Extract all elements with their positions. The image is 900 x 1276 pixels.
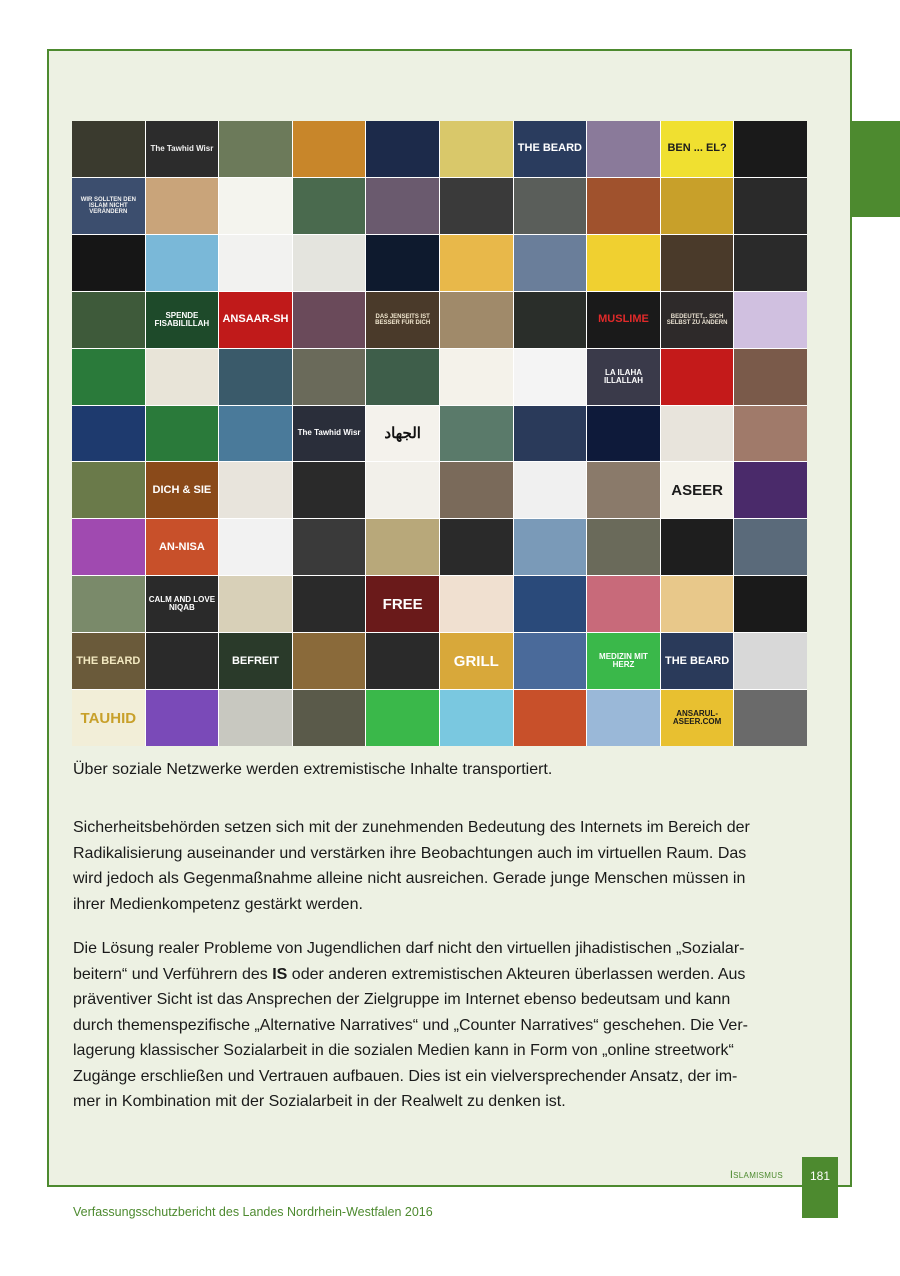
footer-publication-title: Verfassungsschutzbericht des Landes Nordrhein-Westfalen 2016 (73, 1205, 433, 1219)
collage-tile-text: ASEER (671, 481, 723, 499)
paragraph-1-line: Radikalisierung auseinander und verstärken ihre Beobachtungen auch im virtuellen Raum. Das (73, 844, 747, 862)
collage-tile (514, 349, 587, 405)
collage-tile (293, 121, 366, 177)
collage-tile-text: LA ILAHA ILLALLAH (603, 367, 644, 385)
collage-tile (72, 462, 145, 518)
page-number: 181 (802, 1157, 838, 1218)
collage-tile (661, 690, 734, 746)
collage-tile (146, 178, 219, 234)
collage-tile (219, 633, 292, 689)
collage-tile (587, 235, 660, 291)
collage-tile (587, 633, 660, 689)
collage-tile (72, 519, 145, 575)
collage-tile (219, 406, 292, 462)
collage-tile (661, 235, 734, 291)
collage-tile (587, 462, 660, 518)
collage-tile-text: MEDIZIN MIT HERZ (599, 652, 648, 670)
collage-tile (146, 235, 219, 291)
collage-tile (440, 633, 513, 689)
collage-tile (146, 121, 219, 177)
collage-tile-text: DICH & SIE (152, 483, 212, 496)
collage-tile (661, 349, 734, 405)
collage-tile (293, 406, 366, 462)
collage-tile (734, 690, 807, 746)
collage-tile (440, 576, 513, 632)
collage-tile (734, 292, 807, 348)
collage-tile-text: ANSAAR-SH (222, 313, 289, 326)
collage-tile (219, 178, 292, 234)
collage-tile-text: GRILL (453, 652, 499, 670)
collage-tile (440, 121, 513, 177)
collage-tile (587, 178, 660, 234)
collage-tile (293, 235, 366, 291)
collage-tile (366, 235, 439, 291)
collage-tile (661, 121, 734, 177)
collage-tile (219, 519, 292, 575)
collage-tile (440, 690, 513, 746)
collage-tile (219, 690, 292, 746)
collage-tile (440, 235, 513, 291)
collage-tile (72, 576, 145, 632)
collage-tile (734, 121, 807, 177)
collage-tile (293, 349, 366, 405)
collage-tile-text: WIR SOLLTEN DEN ISLAM NICHT VERÄNDERN (80, 196, 136, 215)
collage-tile (366, 462, 439, 518)
collage-tile (587, 292, 660, 348)
collage-tile (366, 576, 439, 632)
collage-tile-text: THE BEARD (665, 654, 730, 667)
collage-tile-text: الجهاد (384, 424, 421, 442)
collage-tile (661, 178, 734, 234)
collage-tile (72, 235, 145, 291)
collage-tile (661, 519, 734, 575)
collage-tile (440, 292, 513, 348)
collage-tile (514, 406, 587, 462)
collage-tile (366, 178, 439, 234)
collage-tile (146, 406, 219, 462)
paragraph-1-line: Sicherheitsbehörden setzen sich mit der zunehmenden Bedeutung des Internets im Bereich der (73, 819, 750, 836)
collage-tile-text: CALM AND LOVE NIQAB (148, 595, 216, 613)
collage-tile (587, 406, 660, 462)
collage-tile (440, 349, 513, 405)
paragraph-2-line: lagerung klassischer Sozialarbeit in die sozialen Medien kann in Form von „online streetwork“ (73, 1042, 734, 1059)
collage-tile (72, 121, 145, 177)
collage-tile-text: THE BEARD (76, 654, 141, 667)
collage-tile (734, 235, 807, 291)
collage-tile (514, 633, 587, 689)
collage-tile (514, 519, 587, 575)
collage-tile (219, 121, 292, 177)
collage-tile (366, 519, 439, 575)
collage-tile (734, 406, 807, 462)
paragraph-2-line: präventiver Sicht ist das Ansprechen der Zielgruppe im Internet ebenso bedeutsam und kann (73, 991, 731, 1008)
collage-tile (514, 121, 587, 177)
paragraph-2-line: Die Lösung realer Probleme von Jugendlichen darf nicht den virtuellen jihadistischen „Sozialar- (73, 940, 745, 957)
collage-tile (293, 462, 366, 518)
collage-tile (146, 690, 219, 746)
paragraph-1 (73, 815, 808, 917)
collage-tile (293, 633, 366, 689)
collage-tile-text: AN-NISA (158, 540, 205, 553)
collage-tile (734, 462, 807, 518)
paragraph-2 (73, 936, 808, 1115)
collage-tile (514, 178, 587, 234)
collage-tile (219, 235, 292, 291)
image-caption: Über soziale Netzwerke werden extremistische Inhalte transportiert. (73, 761, 553, 778)
collage-tile (293, 292, 366, 348)
collage-tile (734, 576, 807, 632)
collage-tile (146, 462, 219, 518)
paragraph-1-line: ihrer Medienkompetenz gestärkt werden. (73, 895, 363, 913)
collage-tile-text: THE BEARD (517, 142, 582, 155)
collage-tile (72, 406, 145, 462)
collage-tile (734, 519, 807, 575)
collage-tile (72, 292, 145, 348)
is-emphasis: IS (272, 965, 288, 983)
collage-tile (146, 633, 219, 689)
collage-tile (293, 576, 366, 632)
collage-tile (514, 462, 587, 518)
collage-tile (587, 690, 660, 746)
paragraph-2-line: Zugänge erschließen und Vertrauen aufbauen. Dies ist ein vielversprechender Ansatz, der im- (73, 1067, 738, 1085)
paragraph-2-line (73, 962, 808, 988)
collage-tile (734, 633, 807, 689)
collage-tile (734, 178, 807, 234)
collage-tile (440, 178, 513, 234)
collage-tile (366, 121, 439, 177)
collage-tile (366, 633, 439, 689)
section-label: Islamismus (729, 1169, 783, 1181)
collage-tile (366, 292, 439, 348)
collage-tile (219, 462, 292, 518)
collage-tile (219, 349, 292, 405)
collage-tile (734, 349, 807, 405)
collage-tile (146, 576, 219, 632)
collage-tile-text: ANSARUL-ASEER.COM (672, 709, 722, 727)
collage-tile (366, 349, 439, 405)
collage-tile-text: MUSLIME (598, 313, 649, 326)
paragraph-2-line: durch themenspezifische „Alternative Narratives“ und „Counter Narratives“ geschehen. Die Ver- (73, 1016, 748, 1034)
collage-tile (587, 519, 660, 575)
collage-tile (72, 178, 145, 234)
collage-tile (219, 576, 292, 632)
collage-tile-text: BEFREIT (231, 654, 280, 667)
collage-tile (661, 406, 734, 462)
collage-tile (72, 349, 145, 405)
collage-tile (514, 292, 587, 348)
collage-tile (72, 690, 145, 746)
collage-tile (366, 406, 439, 462)
paragraph-1-line: wird jedoch als Gegenmaßnahme alleine nicht ausreichen. Gerade junge Menschen müssen in (73, 870, 746, 887)
collage-tile (219, 292, 292, 348)
collage-tile (587, 349, 660, 405)
collage-tile (514, 235, 587, 291)
collage-tile (146, 519, 219, 575)
collage-tile-text: The Tawhid Wisr (297, 428, 361, 438)
collage-tile-text: FREE (382, 595, 423, 613)
collage-tile (293, 690, 366, 746)
collage-tile (366, 690, 439, 746)
collage-tile-text: BEN ... EL? (667, 142, 727, 155)
collage-tile (587, 576, 660, 632)
collage-tile (661, 292, 734, 348)
collage-tile (514, 576, 587, 632)
collage-tile-text: DAS JENSEITS IST BESSER FÜR DICH (375, 313, 431, 326)
collage-tile (146, 349, 219, 405)
collage-tile (293, 519, 366, 575)
collage-tile-text: TAUHID (80, 709, 137, 727)
collage-tile (661, 462, 734, 518)
paragraph-2-text: oder anderen extremistischen Akteuren überlassen werden. Aus (287, 965, 746, 983)
social-media-collage (72, 121, 807, 746)
collage-tile (587, 121, 660, 177)
collage-tile (661, 576, 734, 632)
collage-tile (661, 633, 734, 689)
collage-tile (514, 690, 587, 746)
collage-tile (293, 178, 366, 234)
collage-tile-text: SPENDE FISABILILLAH (154, 310, 210, 328)
paragraph-2-text: beitern“ und Verführern des (73, 965, 273, 983)
collage-tile (440, 462, 513, 518)
collage-tile-text: BEDEUTET... SICH SELBST ZU ÄNDERN (666, 313, 728, 326)
collage-tile-text: The Tawhid Wisr (150, 143, 214, 153)
collage-tile (440, 519, 513, 575)
chapter-tab-marker (852, 121, 900, 217)
collage-tile (440, 406, 513, 462)
paragraph-2-line: mer in Kombination mit der Sozialarbeit in der Realwelt zu denken ist. (73, 1093, 566, 1110)
collage-tile (146, 292, 219, 348)
collage-tile (72, 633, 145, 689)
